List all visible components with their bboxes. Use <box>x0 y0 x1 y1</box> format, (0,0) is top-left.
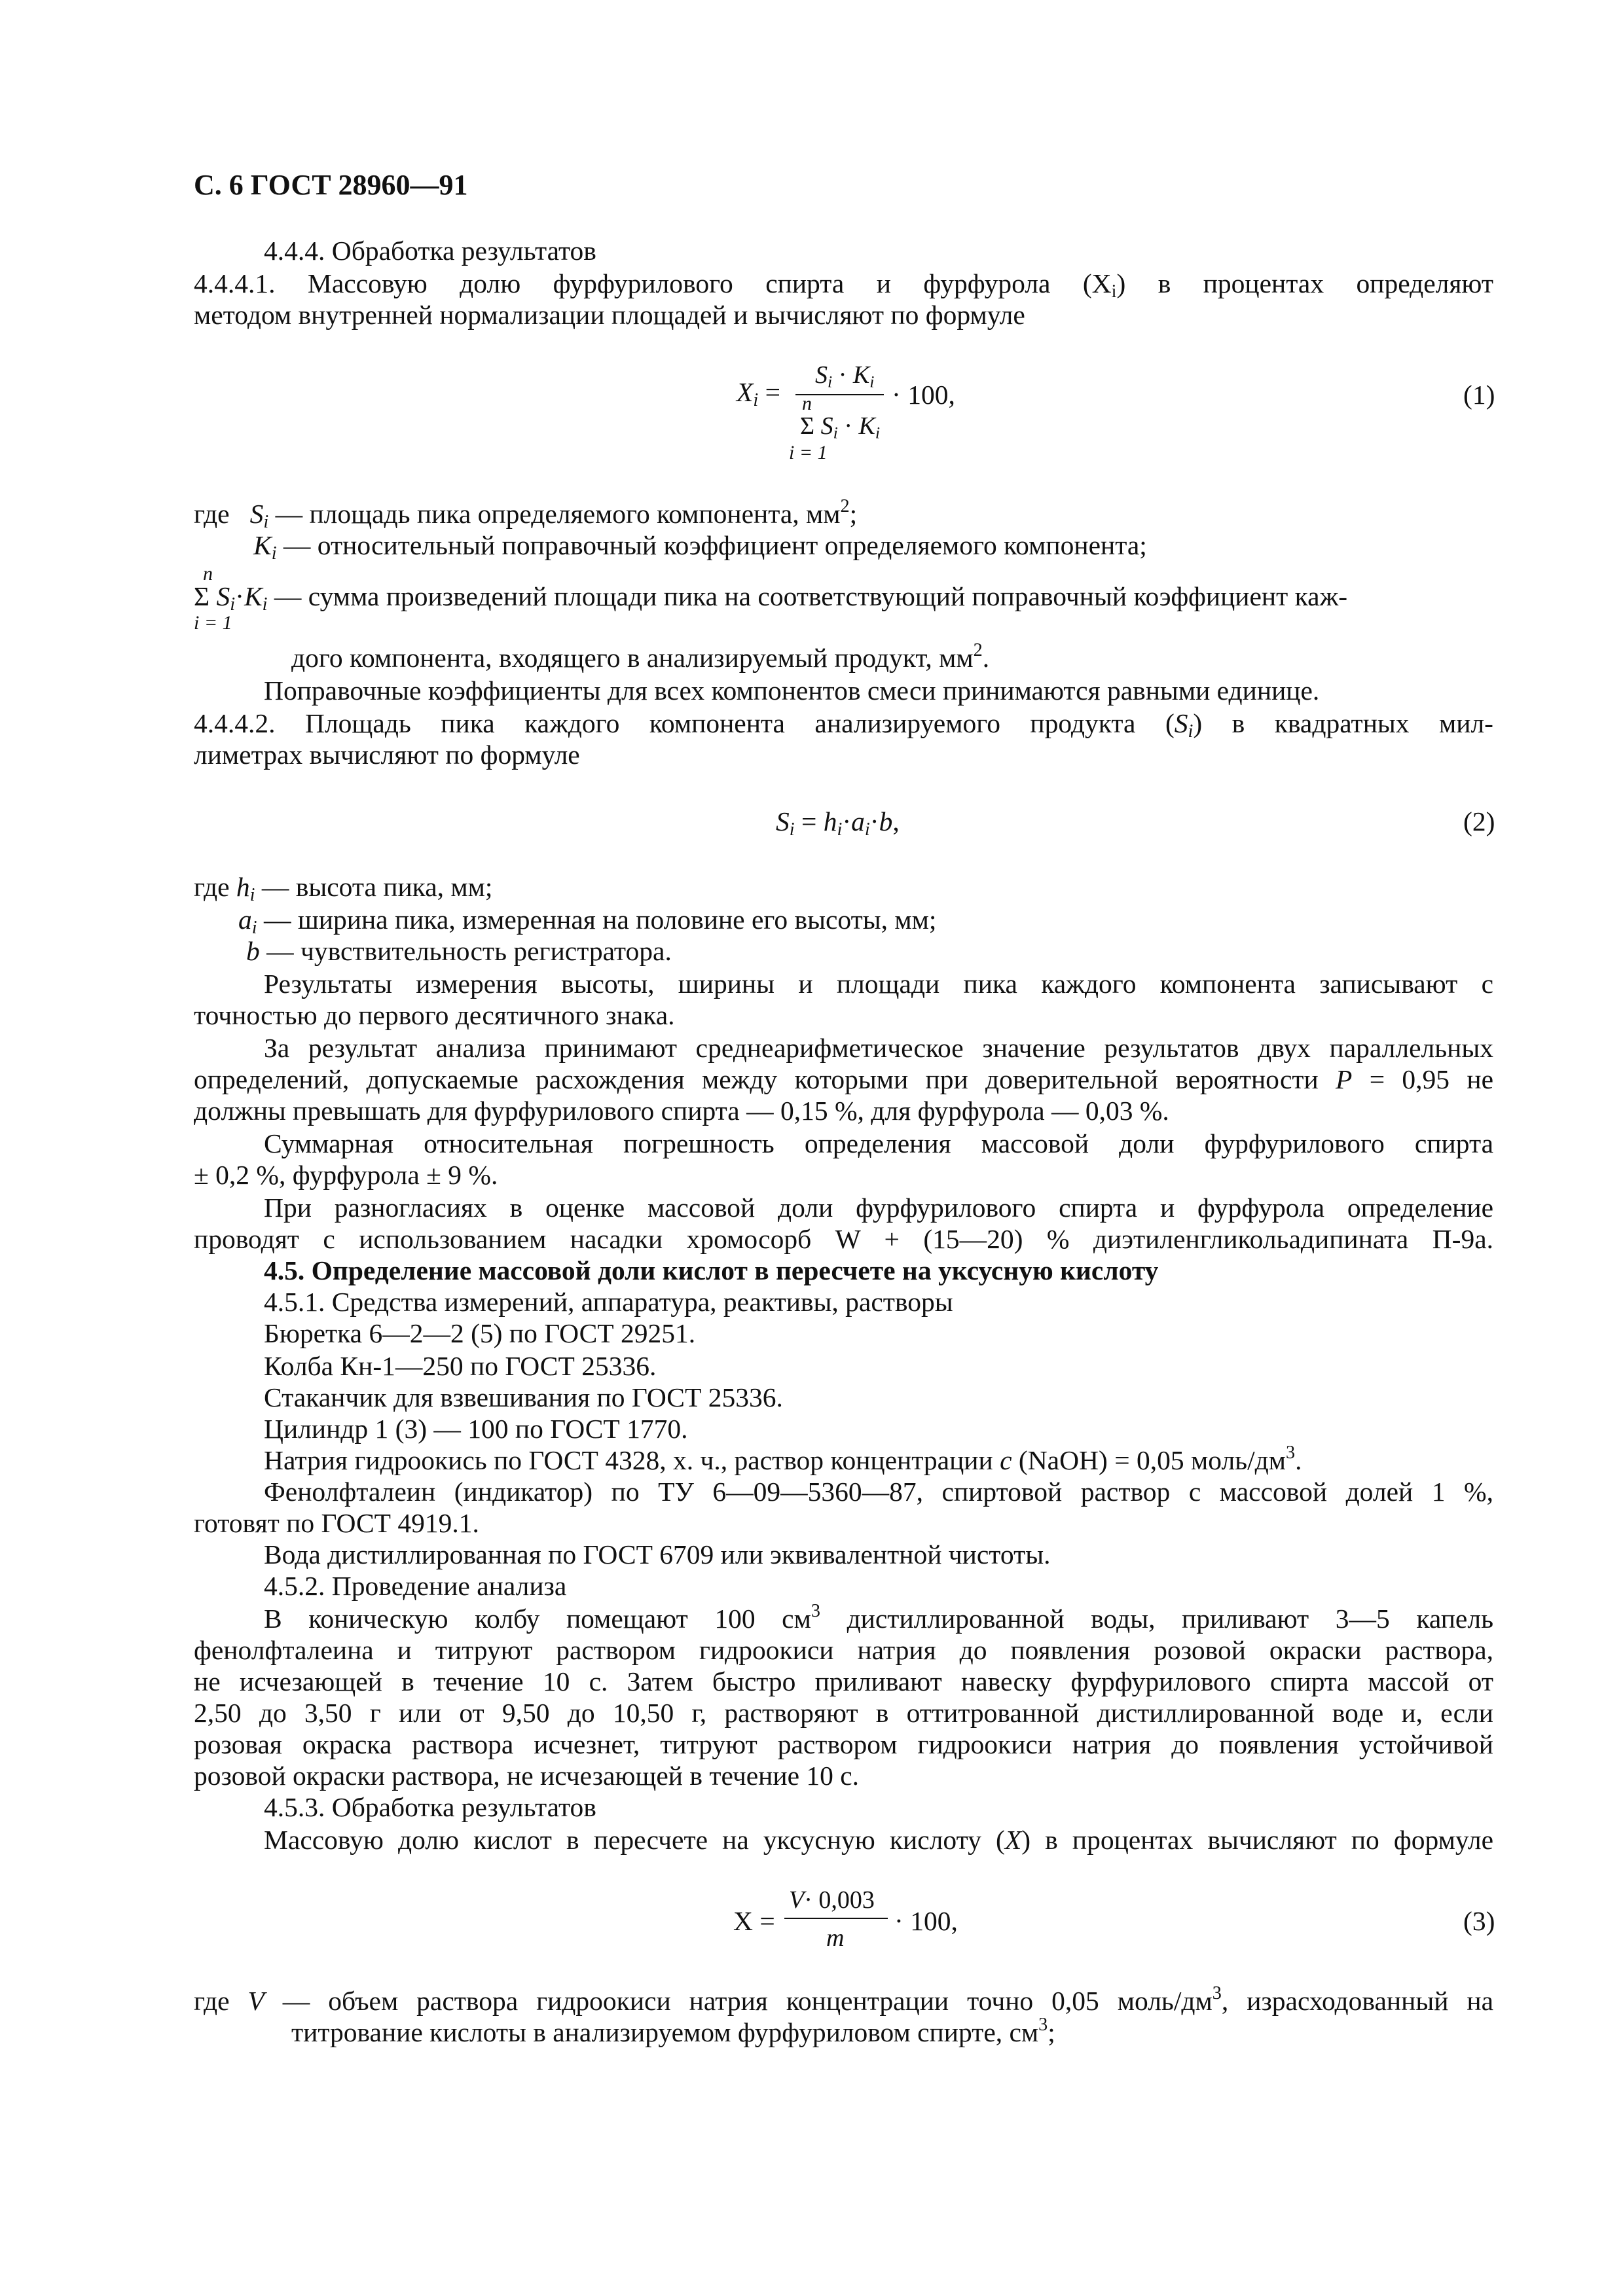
sum-bottom-index: i = 1 <box>194 612 232 634</box>
where-k-line: $K_i$ — относительный поправочный коэффициент определяемого компонента; <box>253 530 1147 564</box>
page-header: С. 6 ГОСТ 28960—91 <box>194 169 468 201</box>
paragraph-line: В коническую колбу помещают 100 $см^3$ дистиллированной воды, приливают 3—5 капель <box>264 1601 1493 1634</box>
paragraph-line: розовая окраска раствора исчезнет, титруют раствором гидроокиси натрия до появления устойчивой <box>194 1729 1493 1759</box>
sum-top-index: n <box>203 563 213 584</box>
section-4-5-1-heading: 4.5.1. Средства измерений, аппаратура, реактивы, растворы <box>264 1287 953 1317</box>
where-a-line: $a_i$ — ширина пика, измеренная на половине его высоты, мм; <box>238 905 937 939</box>
paragraph-line: За результат анализа принимают среднеарифметическое значение результатов двух параллельных <box>264 1033 1493 1063</box>
equipment-item: Цилиндр 1 (3) — 100 по ГОСТ 1770. <box>264 1414 688 1444</box>
paragraph-line: лиметрах вычисляют по формуле <box>194 740 580 770</box>
equipment-item: Бюретка 6—2—2 (5) по ГОСТ 29251. <box>264 1318 696 1348</box>
paragraph-line: Суммарная относительная погрешность определения массовой доли фурфурилового спирта <box>264 1128 1493 1158</box>
paragraph-line: 2,50 до 3,50 г или от 9,50 до 10,50 г, растворяют в оттитрованной дистиллированной воде и, если <box>194 1698 1493 1728</box>
paragraph-line: Результаты измерения высоты, ширины и площади пика каждого компонента записывают с <box>264 969 1493 999</box>
paragraph-line: методом внутренней нормализации площадей и вычисляют по формуле <box>194 300 1025 330</box>
paragraph-line: 4.4.4.1. Массовую долю фурфурилового спирта и фурфурола $(X_i)$ в процентах определяют <box>194 268 1494 302</box>
paragraph-line: должны превышать для фурфурилового спирта — 0,15 %, для фурфурола — 0,03 %. <box>194 1096 1169 1126</box>
paragraph-line: ± 0,2 %, фурфурола ± 9 %. <box>194 1160 498 1190</box>
equation-number-1: (1) <box>1463 380 1495 410</box>
section-4-5-2-heading: 4.5.2. Проведение анализа <box>264 1571 567 1601</box>
paragraph-line: точностью до первого десятичного знака. <box>194 1000 675 1030</box>
formula-2: $S_i = h_i\cdot a_i\cdot b$, <box>776 806 900 840</box>
where-sum-cont: дого компонента, входящего в анализируемый продукт, $мм^2$. <box>291 640 990 673</box>
paragraph-line: готовят по ГОСТ 4919.1. <box>194 1508 479 1538</box>
document-page: С. 6 ГОСТ 28960—91 4.4.4. Обработка результатов 4.4.4.1. Массовую долю фурфурилового спирта и фурфурола $(X_i)$ в процентах определяют методом внутренней нормализации площадей и вычисляют по формуле $X_i$ = $S_i \cdot K_i$ n Σ $S_i \cdot K_i$ i = 1 · 100, (1) где $S_i$ — площадь пика определяемого компонента, $мм^2$; $K_i$ — относительный поправочный коэффициент определяемого компонента; n Σ $S_i\cdot K_i$ — сумма произведений площади пика на соответствующий поправочный коэффициент каж- i = 1 дого компонента, входящего в анализируемый продукт, $мм^2$. Поправочные коэффициенты для всех компонентов смеси принимаются равными единице. 4.4.4.2. Площадь пика каждого компонента анализируемого продукта $(S_i)$ в квадратных мил- лиметрах вычисляют по формуле $S_i = h_i\cdot a_i\cdot b$, (2) где $h_i$ — высота пика, мм; $a_i$ — ширина пика, измеренная на половине его высоты, мм; b — чувствительность регистратора. Результаты измерения высоты, ширины и площади пика каждого компонента записывают с точностью до первого десятичного знака. За результат анализа принимают среднеарифметическое значение результатов двух параллельных определений, допускаемые расхождения между которыми при доверительной вероятности P = 0,95 не должны превышать для фурфурилового спирта — 0,15 %, для фурфурола — 0,03 %. Суммарная относительная погрешность определения массовой доли фурфурилового спирта ± 0,2 %, фурфурола ± 9 %. При разногласиях в оценке массовой доли фурфурилового спирта и фурфурола определение проводят с использованием насадки хромосорб W + (15—20) % диэтиленгликольадипината П-9а. 4.5. Определение массовой доли кислот в пересчете на уксусную кислоту 4.5.1. Средства измерений, аппаратура, реактивы, растворы Бюретка 6—2—2 (5) по ГОСТ 29251. Колба Кн-1—250 по ГОСТ 25336. Стаканчик для взвешивания по ГОСТ 25336. Цилиндр 1 (3) — 100 по ГОСТ 1770. Натрия гидроокись по ГОСТ 4328, х. ч., раствор концентрации c (NaOH) = 0,05 моль/$дм^3$. Фенолфталеин (индикатор) по ТУ 6—09—5360—87, спиртовой раствор с массовой долей 1 %, готовят по ГОСТ 4919.1. Вода дистиллированная по ГОСТ 6709 или эквивалентной чистоты. 4.5.2. Проведение анализа В коническую колбу помещают 100 $см^3$ дистиллированной воды, приливают 3—5 капель фенолфталеина и титруют раствором гидроокиси натрия до появления розовой окраски раствора, не исчезающей в течение 10 с. Затем быстро приливают навеску фурфурилового спирта массой от 2,50 до 3,50 г или от 9,50 до 10,50 г, растворяют в оттитрованной дистиллированной воде и, если розовая окраска раствора исчезнет, титруют раствором гидроокиси натрия до появления устойчивой розовой окраски раствора, не исчезающей в течение 10 с. 4.5.3. Обработка результатов Массовую долю кислот в пересчете на уксусную кислоту (X) в процентах вычисляют по формуле X = V· 0,003 m · 100, (3) где V — объем раствора гидроокиси натрия концентрации точно 0,05 моль/$дм^3$, израсходованный на титрование кислоты в анализируемом фурфуриловом спирте, $см^3$; <box>194 169 1495 2047</box>
equipment-item: Натрия гидроокись по ГОСТ 4328, х. ч., раствор концентрации c (NaOH) = 0,05 моль/$дм^3$. <box>264 1443 1302 1475</box>
paragraph-water: Вода дистиллированная по ГОСТ 6709 или эквивалентной чистоты. <box>264 1539 1051 1570</box>
paragraph-coefficients: Поправочные коэффициенты для всех компонентов смеси принимаются равными единице. <box>264 675 1320 706</box>
equipment-item: Стаканчик для взвешивания по ГОСТ 25336. <box>264 1382 783 1412</box>
where-b-line: b — чувствительность регистратора. <box>246 936 672 966</box>
section-4-4-4-heading: 4.4.4. Обработка результатов <box>264 236 596 266</box>
where-v-cont: титрование кислоты в анализируемом фурфуриловом спирте, $см^3$; <box>291 2015 1055 2047</box>
paragraph-line: розовой окраски раствора, не исчезающей в течение 10 с. <box>194 1761 860 1791</box>
paragraph-line: определений, допускаемые расхождения между которыми при доверительной вероятности P = 0,95 не <box>194 1064 1493 1094</box>
where-v-line: где V — объем раствора гидроокиси натрия концентрации точно 0,05 моль/$дм^3$, израсходованный на <box>194 1983 1493 2016</box>
where-s-line: где $S_i$ — площадь пика определяемого компонента, $мм^2$; <box>194 496 858 533</box>
equation-number-3: (3) <box>1463 1906 1495 1936</box>
where-h-line: где $h_i$ — высота пика, мм; <box>194 872 493 906</box>
paragraph-line: Фенолфталеин (индикатор) по ТУ 6—09—5360—87, спиртовой раствор с массовой долей 1 %, <box>264 1477 1493 1507</box>
paragraph-line: проводят с использованием насадки хромосорб W + (15—20) % диэтиленгликольадипината П-9а. <box>194 1224 1493 1254</box>
paragraph-line: Массовую долю кислот в пересчете на уксусную кислоту (X) в процентах вычисляют по формуле <box>264 1825 1493 1855</box>
paragraph-line: не исчезающей в течение 10 с. Затем быстро приливают навеску фурфурилового спирта массой от <box>194 1666 1493 1696</box>
where-sum-line: Σ $S_i\cdot K_i$ — сумма произведений площади пика на соответствующий поправочный коэффициент каж- <box>194 581 1348 615</box>
paragraph-line: фенолфталеина и титруют раствором гидроокиси натрия до появления розовой окраски раствора, <box>194 1635 1493 1665</box>
section-4-5-heading: 4.5. Определение массовой доли кислот в пересчете на уксусную кислоту <box>264 1255 1159 1285</box>
paragraph-line: При разногласиях в оценке массовой доли фурфурилового спирта и фурфурола определение <box>264 1193 1493 1223</box>
paragraph-line: 4.4.4.2. Площадь пика каждого компонента анализируемого продукта $(S_i)$ в квадратных мил- <box>194 708 1494 742</box>
section-4-5-3-heading: 4.5.3. Обработка результатов <box>264 1792 596 1822</box>
equipment-item: Колба Кн-1—250 по ГОСТ 25336. <box>264 1351 657 1381</box>
equation-number-2: (2) <box>1463 806 1495 836</box>
